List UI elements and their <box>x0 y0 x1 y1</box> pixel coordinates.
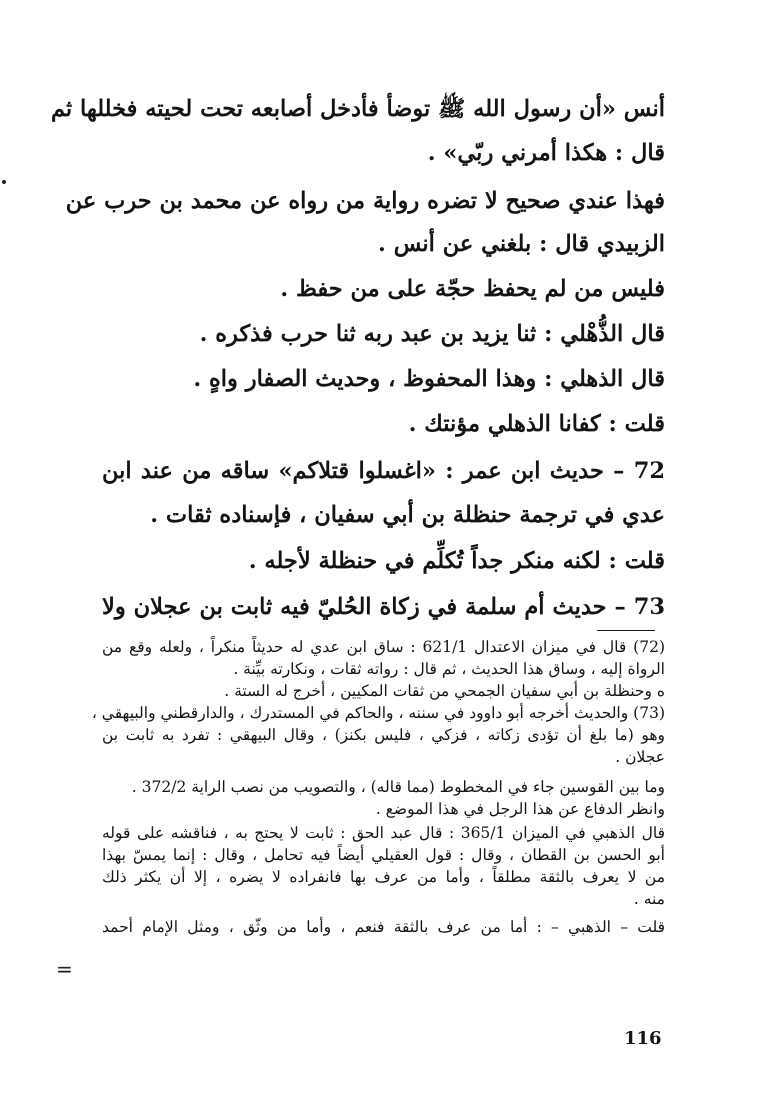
page-number: 116 <box>624 1028 662 1049</box>
footnote-line: وما بين القوسين جاء في المخطوط (مما قاله) ، والتصويب من نصب الراية 372/2 . <box>131 778 665 796</box>
margin-dot <box>2 180 6 184</box>
main-text-line: 72 – حديث ابن عمر : «اغسلوا قتلاكم» ساقه من عند ابن <box>102 458 665 484</box>
footnote-line: منه . <box>633 890 665 908</box>
main-text-line: قلت : كفانا الذهلي مؤنتك . <box>408 411 665 437</box>
main-text-line: قال الذهلي : وهذا المحفوظ ، وحديث الصفار واهٍ . <box>193 366 665 392</box>
footnote-line: من لا يعرف بالثقة مطلقاً ، وأما من عرف بها فانفراده لا يضره ، إلا أن يكثر ذلك <box>102 868 665 886</box>
footnote-line: أبو الحسن بن القطان ، وقال : قول العقيلي أيضاً فيه تحامل ، وقال : إنما يمسّ بهذا <box>102 846 665 864</box>
main-text-line: أنس «أن رسول الله ﷺ توضأ فأدخل أصابعه تحت لحيته فخللها ثم <box>50 96 665 122</box>
footnote-line: (72) قال في ميزان الاعتدال 621/1 : ساق ابن عدي له حديثاً منكراً ، ولعله وقع من <box>102 638 665 656</box>
footnote-line: الرواة إليه ، وساق هذا الحديث ، ثم قال : رواته ثقات ، ونكارته بيِّنة . <box>233 660 665 678</box>
main-text-line: فليس من لم يحفظ حجّة على من حفظ . <box>280 276 665 302</box>
footnote-line: وهو (ما بلغ أن تؤدى زكاته ، فزكي ، فليس بكنز) ، وقال البيهقي : تفرد به ثابت بن <box>102 726 665 744</box>
footnote-line: ه وحنظلة بن أبي سفيان الجمحي من ثقات المكيين ، أخرج له الستة . <box>224 682 665 700</box>
footnote-line: عجلان . <box>615 748 665 766</box>
main-text-line: قال : هكذا أمرني ربّي» . <box>427 140 665 166</box>
footnote-line: (73) والحديث أخرجه أبو داوود في سننه ، والحاكم في المستدرك ، والدارقطني والبيهقي ، <box>91 704 665 722</box>
main-text-line: قال الذُّهْلي : ثنا يزيد بن عبد ربه ثنا حرب فذكره . <box>199 321 665 347</box>
main-text-line: فهذا عندي صحيح لا تضره رواية من رواه عن محمد بن حرب عن <box>65 188 665 214</box>
main-text-line: قلت : لكنه منكر جداً تُكلِّم في حنظلة لأجله . <box>248 548 665 574</box>
main-text-line: الزبيدي قال : بلغني عن أنس . <box>378 231 665 257</box>
main-text-line: عدي في ترجمة حنظلة بن أبي سفيان ، فإسناده ثقات . <box>150 502 665 528</box>
footnote-rule <box>597 630 655 631</box>
footnote-line: قلت – الذهبي – : أما من عرف بالثقة فنعم ، وأما من وثّق ، ومثل الإمام أحمد <box>102 918 665 936</box>
footnote-line: قال الذهبي في الميزان 365/1 : قال عبد الحق : ثابت لا يحتج به ، فناقشه على قوله <box>102 824 665 842</box>
footnote-line: وانظر الدفاع عن هذا الرجل في هذا الموضع . <box>375 800 665 818</box>
main-text-line: 73 – حديث أم سلمة في زكاة الحُليّ فيه ثابت بن عجلان ولا <box>102 594 665 620</box>
continuation-mark: = <box>56 957 73 981</box>
